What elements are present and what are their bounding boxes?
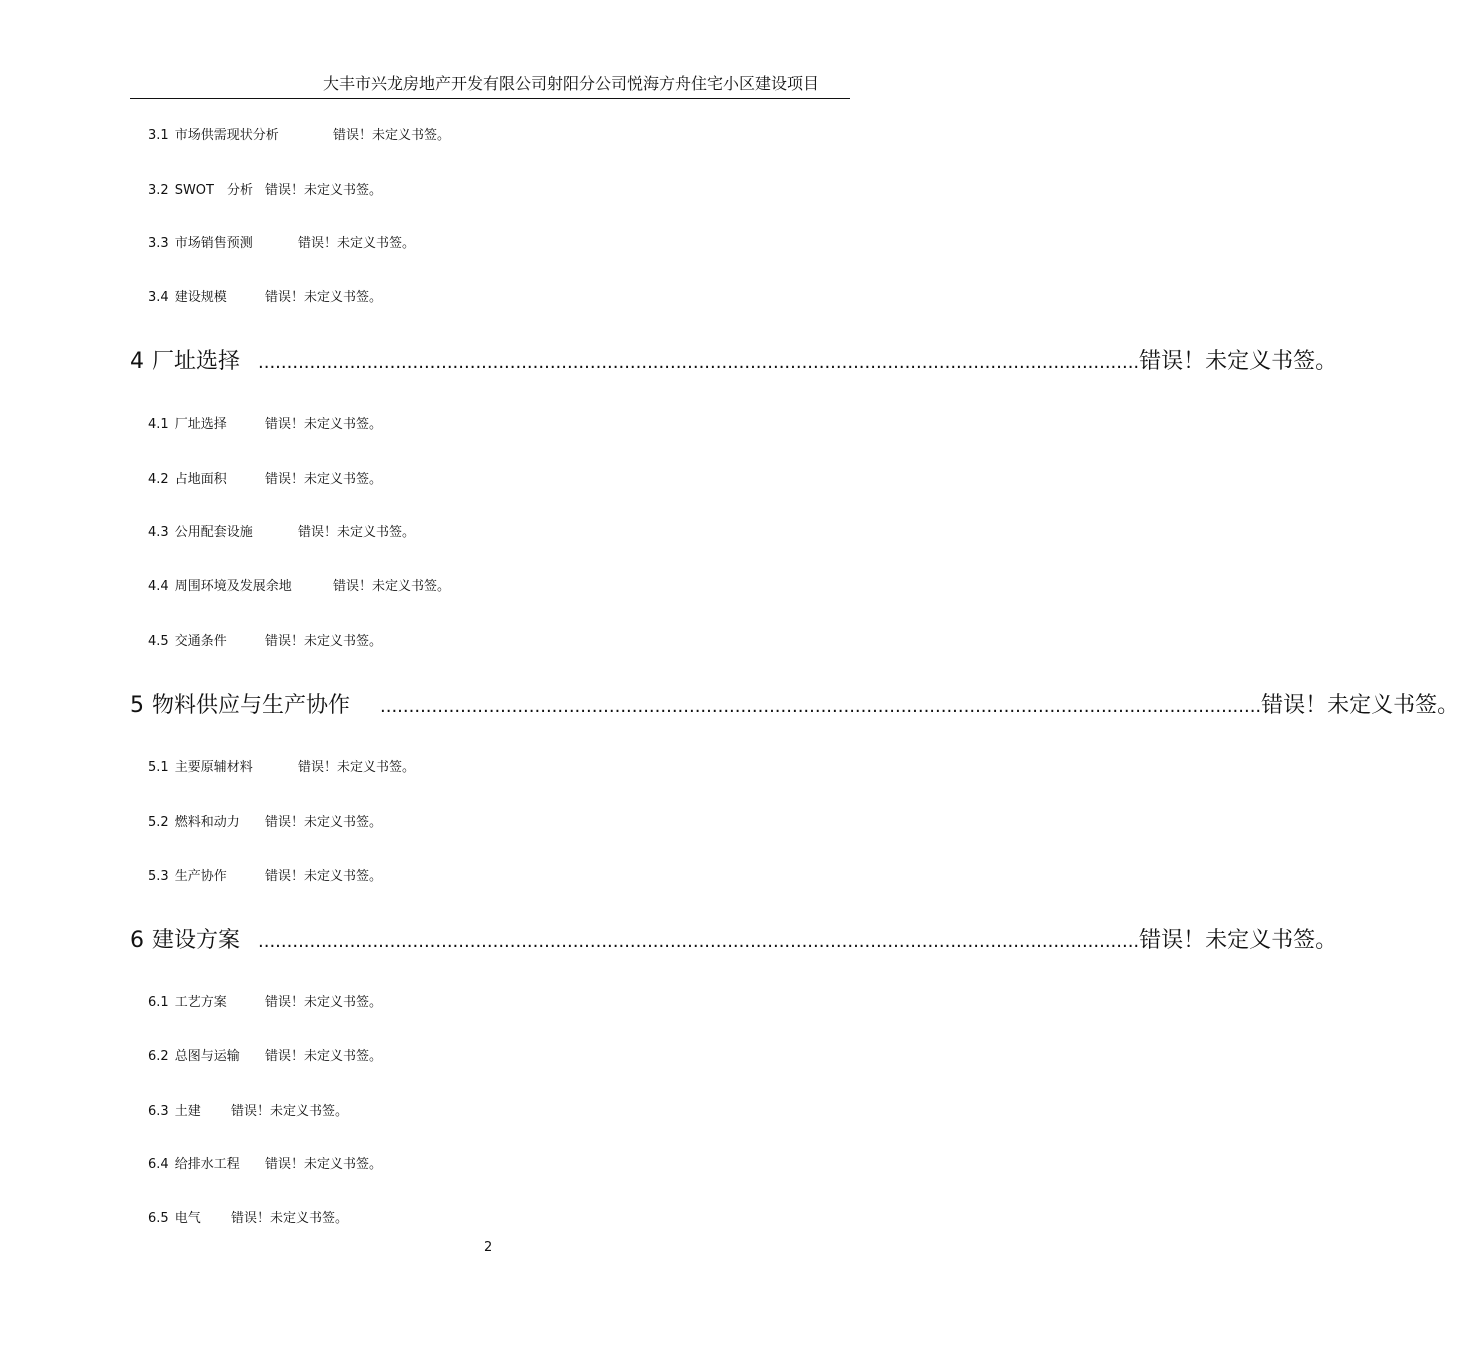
toc-entry-number: 5.3: [148, 869, 169, 884]
toc-entry-reference: 错误！未定义书签。: [265, 869, 383, 884]
toc-entry[interactable]: [148, 1157, 383, 1173]
toc-entry-title: 市场销售预测: [174, 236, 253, 251]
toc-entry[interactable]: [148, 579, 451, 595]
toc-chapter-reference: 错误！未定义书签。: [1139, 349, 1338, 374]
toc-entry-title: 公用配套设施: [174, 525, 253, 540]
toc-entry-number: 4.2: [148, 472, 169, 487]
toc-entry[interactable]: [148, 760, 416, 776]
toc-leader-dots: ..........................................................................................................................................................: [258, 931, 1140, 952]
toc-entry[interactable]: [148, 417, 383, 433]
toc-leader-dots: ..........................................................................................................................................................: [380, 696, 1262, 717]
page-number: 2: [484, 1240, 493, 1255]
toc-entry[interactable]: [148, 128, 451, 144]
toc-entry-reference: 错误！未定义书签。: [333, 579, 451, 594]
toc-entry-title: 生产协作: [174, 869, 227, 884]
toc-entry-number: 6.2: [148, 1049, 169, 1064]
toc-entry-title: 周围环境及发展余地: [174, 579, 292, 594]
toc-entry-title: 土建: [174, 1104, 201, 1119]
toc-chapter-title: 建设方案: [152, 928, 241, 953]
toc-entry-reference: 错误！未定义书签。: [298, 760, 416, 775]
toc-entry-number: 5.1: [148, 760, 169, 775]
toc-entry-reference: 错误！未定义书签。: [265, 995, 383, 1010]
toc-entry-reference: 错误！未定义书签。: [231, 1104, 349, 1119]
toc-entry-number: 3.1: [148, 128, 169, 143]
toc-entry[interactable]: [148, 290, 383, 306]
toc-entry-title: 市场供需现状分析: [174, 128, 279, 143]
toc-entry-title: 厂址选择: [174, 417, 227, 432]
toc-entry-reference: 错误！未定义书签。: [231, 1211, 349, 1226]
toc-entry-title: 主要原辅材料: [174, 760, 253, 775]
toc-entry-title: 电气: [174, 1211, 201, 1226]
toc-entry[interactable]: [148, 1211, 349, 1227]
toc-entry-title: SWOT 分析: [174, 183, 253, 198]
toc-entry[interactable]: [148, 525, 416, 541]
toc-chapter-number: 5: [130, 693, 144, 718]
toc-chapter-number: 4: [130, 349, 144, 374]
toc-entry-reference: 错误！未定义书签。: [265, 183, 383, 198]
toc-entry-number: 3.2: [148, 183, 169, 198]
toc-entry-reference: 错误！未定义书签。: [265, 290, 383, 305]
toc-entry-reference: 错误！未定义书签。: [333, 128, 451, 143]
toc-entry-reference: 错误！未定义书签。: [298, 525, 416, 540]
toc-chapter-title: 物料供应与生产协作: [152, 693, 351, 718]
toc-entry-reference: 错误！未定义书签。: [298, 236, 416, 251]
toc-entry[interactable]: [148, 183, 383, 199]
toc-entry-title: 占地面积: [174, 472, 227, 487]
toc-entry[interactable]: [148, 995, 383, 1011]
toc-entry-title: 总图与运输: [174, 1049, 240, 1064]
toc-entry-title: 建设规模: [174, 290, 227, 305]
toc-chapter-heading[interactable]: [130, 692, 1459, 721]
toc-entry-number: 4.3: [148, 525, 169, 540]
toc-entry-title: 交通条件: [174, 634, 227, 649]
toc-entry[interactable]: [148, 634, 383, 650]
toc-entry-reference: 错误！未定义书签。: [265, 472, 383, 487]
toc-entry-title: 燃料和动力: [174, 815, 240, 830]
toc-entry[interactable]: [148, 1049, 383, 1065]
toc-entry[interactable]: [148, 472, 383, 488]
toc-entry-number: 6.3: [148, 1104, 169, 1119]
toc-entry[interactable]: [148, 815, 383, 831]
page-header-title: 大丰市兴龙房地产开发有限公司射阳分公司悦海方舟住宅小区建设项目: [322, 74, 819, 93]
toc-entry-reference: 错误！未定义书签。: [265, 815, 383, 830]
toc-entry-reference: 错误！未定义书签。: [265, 1157, 383, 1172]
toc-entry-number: 3.3: [148, 236, 169, 251]
toc-entry-number: 6.1: [148, 995, 169, 1010]
toc-chapter-number: 6: [130, 928, 144, 953]
toc-chapter-reference: 错误！未定义书签。: [1139, 928, 1338, 953]
toc-chapter-heading[interactable]: [130, 927, 1338, 956]
toc-entry[interactable]: [148, 869, 383, 885]
toc-entry[interactable]: [148, 236, 416, 252]
header-divider: [130, 98, 850, 99]
toc-entry-title: 工艺方案: [174, 995, 227, 1010]
toc-chapter-title: 厂址选择: [152, 349, 241, 374]
toc-entry-number: 5.2: [148, 815, 169, 830]
toc-entry-number: 6.4: [148, 1157, 169, 1172]
toc-leader-dots: ..........................................................................................................................................................: [258, 352, 1140, 373]
toc-chapter-reference: 错误！未定义书签。: [1261, 693, 1459, 718]
toc-entry-reference: 错误！未定义书签。: [265, 417, 383, 432]
toc-entry-reference: 错误！未定义书签。: [265, 634, 383, 649]
toc-entry-number: 6.5: [148, 1211, 169, 1226]
toc-entry-number: 3.4: [148, 290, 169, 305]
toc-entry[interactable]: [148, 1104, 349, 1120]
toc-entry-number: 4.5: [148, 634, 169, 649]
toc-entry-title: 给排水工程: [174, 1157, 240, 1172]
toc-chapter-heading[interactable]: [130, 348, 1338, 377]
toc-entry-number: 4.4: [148, 579, 169, 594]
toc-entry-number: 4.1: [148, 417, 169, 432]
toc-entry-reference: 错误！未定义书签。: [265, 1049, 383, 1064]
